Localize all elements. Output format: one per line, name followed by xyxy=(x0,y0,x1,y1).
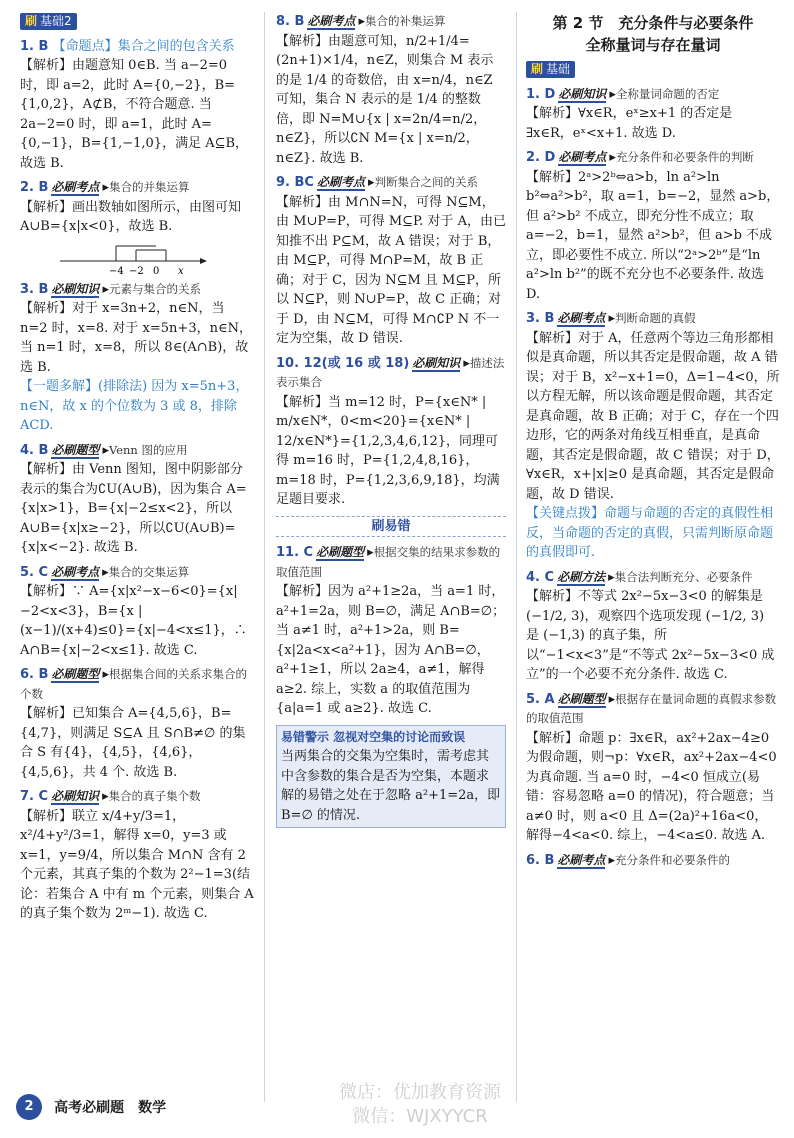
book-title: 高考必刷题 数学 xyxy=(54,1100,167,1116)
watermark: 微信：WJXYYCR xyxy=(352,1106,488,1127)
warning-subtitle: 忽视对空集的讨论而致误 xyxy=(333,729,466,744)
warning-box xyxy=(276,725,506,829)
tick-label: 0 xyxy=(153,265,160,275)
answer-item: 1. B 【命题点】集合之间的包含关系 【解析】由题意知 0∈B. 当 a−2=0 时，即 a=2，此时 A={0,−2}，B={1,0,2}，A⊄B，不符合题意. 当 2a−2=0 时，即 a=1，此时 A={0,−1}，B={1,−1,0}，满足 A⊆B，故选 B. xyxy=(20,38,249,171)
section-header: 刷 基础 xyxy=(526,61,575,78)
page-footer xyxy=(16,1094,316,1122)
answer-item: 7. C 必刷知识 ▸集合的真子集个数 【解析】联立 x/4+y/3=1，x²/4+y²/3=1，解得 x=0，y=3 或 x=1，y=9/4，所以集合 M∩N 含有 2 个元素，其真子集的个数为 2²−1=3(结论：若集合 A 中有 m 个元素，则集合 A 的真子集个数为 2ᵐ−1). 故选 C. xyxy=(20,789,254,921)
warning-body: 当两集合的交集为空集时，需考虑其中含参数的集合是否为空集，本题求解的易错之处在于忽略 a²+1=2a，即 B=∅ 的情况. xyxy=(281,749,501,823)
section-header: 刷 基础2 xyxy=(20,13,77,30)
column-2 xyxy=(276,12,506,828)
section-subtitle: 全称量词与存在量词 xyxy=(585,36,721,54)
watermark: 微店：优加教育资源 xyxy=(339,1082,501,1103)
tick-label: −4 xyxy=(109,265,124,275)
section-title: 第 2 节 充分条件与必要条件 xyxy=(552,14,754,32)
answer-item: 2. B 必刷考点 ▸集合的并集运算 【解析】画出数轴如图所示，由图可知 A∪B={x|x<0}，故选 B. xyxy=(20,180,242,234)
answer-item: 3. B 必刷知识 ▸元素与集合的关系 【解析】对于 x=3n+2，n∈N，当 n=2 时，x=8. 对于 x=5n+3，n∈N，当 n=1 时，x=8，所以 8∈(A∩B)，故选 B. 【一题多解】(排除法) 因为 x=5n+3，n∈N，故 x 的个位数为 3 或 8，排除 ACD. xyxy=(20,281,252,433)
column-divider xyxy=(516,12,517,1102)
section-banner: 刷易错 xyxy=(276,516,506,538)
answer-item: 10. 12(或 16 或 18) 必刷知识 ▸描述法表示集合 【解析】当 m=12 时，P={x∈N* | m/x∈N*，0<m<20}={x∈N* | 12/x∈N*}={1,2,3,4,6,12}，同理可得 m=16 时，P={1,2,4,8,16}，m=18 时，P={1,2,3,6,9,18}，均满足题目要求. xyxy=(276,355,505,507)
column-1 xyxy=(20,12,254,924)
answer-item: 4. B 必刷题型 ▸Venn 图的应用 【解析】由 Venn 图知，图中阴影部分表示的集合为∁U(A∪B)，因为集合 A={x|x>1}，B={x|−2≤x<2}，所以 A∪B={x|x≥−2}，所以∁U(A∪B)={x|x<−2}. 故选 B. xyxy=(20,442,247,555)
page-number: 2 xyxy=(16,1094,42,1120)
answer-item: 6. B 必刷题型 ▸根据集合间的关系求集合的个数 【解析】已知集合 A={4,5,6}，B={4,7}，则满足 S⊆A 且 S∩B≠∅ 的集合 S 有{4}，{4,5}，{4,6}，{4,5,6}，共 4 个. 故选 B. xyxy=(20,667,247,780)
column-3 xyxy=(526,12,780,870)
answer-item: 11. C 必刷题型 ▸根据交集的结果求参数的取值范围 【解析】因为 a²+1≥2a，当 a=1 时，a²+1=2a，则 B=∅，满足 A∩B=∅；当 a≠1 时，a²+1>2a，则 B={x|2a<x<a²+1}，因为 A∩B=∅，a²+1≥1，所以 2a≥4，a≠1，解得 a≥2. 综上，实数 a 的取值范围为{a|a=1 或 a≥2}. 故选 C. xyxy=(276,545,506,716)
answer-item: 2. D 必刷考点 ▸充分条件和必要条件的判断 【解析】2ᵃ>2ᵇ⇔a>b，ln a²>ln b²⇔a²>b²，取 a=1，b=−2，显然 a>b，但 a²>b² 不成立，即充分性不成立；取 a=−2，b=1，显然 a²>b²，但 a>b 不成立，即必要性不成立. 所以“2ᵃ>2ᵇ”是“ln a²>ln b²”的既不充分也不必要条件. 故选 D. xyxy=(526,150,780,302)
answer-item: 5. C 必刷考点 ▸集合的交集运算 【解析】∵ A={x|x²−x−6<0}={x|−2<x<3}，B={x | (x−1)/(x+4)≤0}={x|−4<x≤1}，∴ A∩B={x|−2<x≤1}. 故选 C. xyxy=(20,564,247,658)
answer-item: 3. B 必刷考点 ▸判断命题的真假 【解析】对于 A，任意两个等边三角形都相似是真命题，所以其否定是假命题，故 A 错误；对于 B，x²−x+1=0，Δ=1−4<0，所以方程无解，所以该命题是假命题，其否定是真命题，故 B 正确；对于 C，存在一个四边形，它的两条对角线互相垂直，是真命题，其否定是假命题，故 C 错误；对于 D，∀x∈R，x+|x|≥0 是真命题，其否定是假命题，故 D 错误. 【关键点拨】命题与命题的否定的真假性相反，当命题的否定的真假，只需判断原命题的真假即可. xyxy=(526,311,780,560)
answer-item: 8. B 必刷考点 ▸集合的补集运算 【解析】由题意可知，n/2+1/4=(2n+1)×1/4，n∈Z，则集合 M 表示的是 1/4 的奇数倍，由 x=n/4，n∈Z 可知，集合 N 表示的是 1/4 的整数倍，即 N=M∪{x | x=2n/4=n/2，n∈Z}，所以∁N M={x | x=n/2，n∈Z}. 故选 B. xyxy=(276,14,494,166)
warning-title: 易错警示 xyxy=(281,729,330,744)
answer-item: 1. D 必刷知识 ▸全称量词命题的否定 【解析】∀x∈R，eˣ≥x+1 的否定是 ∃x∈R，eˣ<x+1. 故选 D. xyxy=(526,86,733,141)
column-divider xyxy=(264,12,265,1102)
number-line-figure xyxy=(60,241,210,275)
tick-label: x xyxy=(178,265,184,275)
answer-item: 9. BC 必刷考点 ▸判断集合之间的关系 【解析】由 M∩N=N，可得 N⊆M，由 M∪P=P，可得 M⊆P. 对于 A，由已知推不出 P⊆M，故 A 错误；对于 B，由 M⊆P，可得 M∩P=M，故 B 正确；对于 C，因为 N⊆M 且 M⊆P，所以 N⊆P，则 N∪P=P，故 C 正确；对于 D，由 N⊆M，可得 M∩∁P N 不一定为空集，故 D 错误. xyxy=(276,175,506,346)
tick-label: −2 xyxy=(129,265,144,275)
answer-item: 4. C 必刷方法 ▸集合法判断充分、必要条件 【解析】不等式 2x²−5x−3<0 的解集是 (−1/2, 3)，观察四个选项发现 (−1/2, 3) 是 (−1,3) 的真子集，所以“−1<x<3”是“不等式 2x²−5x−3<0 成立”的一个必要不充分条件. 故选 C. xyxy=(526,569,775,682)
answer-item: 6. B 必刷考点 ▸充分条件和必要条件的 xyxy=(526,852,730,868)
answer-item: 5. A 必刷题型 ▸根据存在量词命题的真假求参数的取值范围 【解析】命题 p：∃x∈R，ax²+2ax−4≥0 为假命题，则¬p：∀x∈R，ax²+2ax−4<0 为真命题. 当 a=0 时，−4<0 恒成立(易错：容易忽略 a=0 的情况)，符合题意；当 a≠0 时，则 a<0 且 Δ=(2a)²+16a<0，解得−4<a<0. 综上，−4<a≤0. 故选 A. xyxy=(526,691,777,843)
